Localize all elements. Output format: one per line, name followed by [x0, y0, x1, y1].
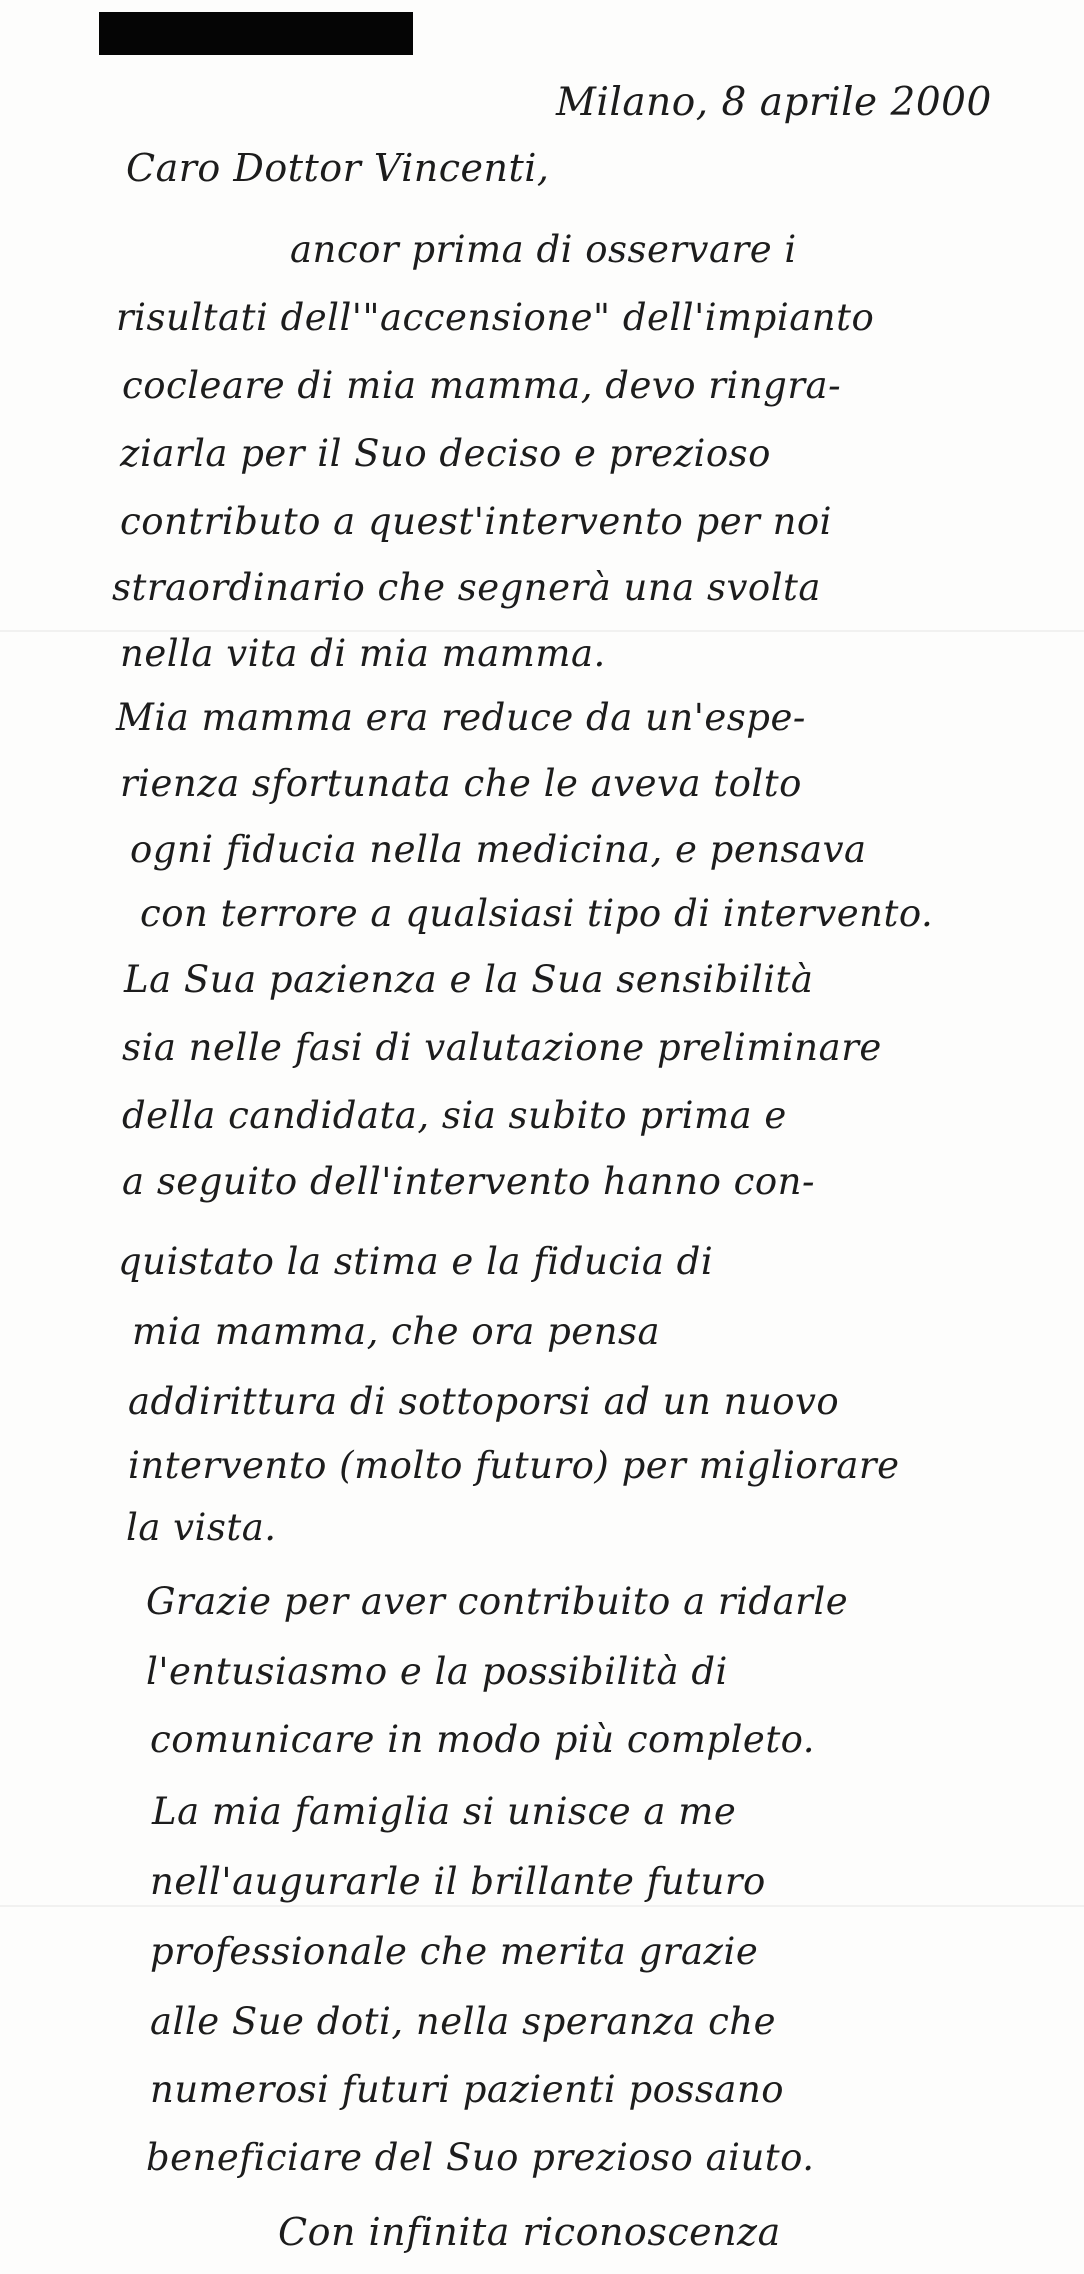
letter-line: della candidata, sia subito prima e: [122, 1094, 787, 1137]
letter-line: numerosi futuri pazienti possano: [150, 2068, 785, 2111]
paper-fold-line: [0, 1905, 1084, 1907]
letter-line: contributo a quest'intervento per noi: [120, 500, 833, 543]
letter-line: comunicare in modo più completo.: [150, 1718, 816, 1761]
letter-line: mia mamma, che ora pensa: [132, 1310, 661, 1353]
letter-line: la vista.: [126, 1506, 277, 1549]
letter-line: risultati dell'"accensione" dell'impianto: [116, 296, 875, 339]
letter-line: straordinario che segnerà una svolta: [112, 566, 821, 609]
letter-line: nella vita di mia mamma.: [120, 632, 606, 675]
letter-line: ziarla per il Suo deciso e prezioso: [120, 432, 771, 475]
letter-line: rienza sfortunata che le aveva tolto: [120, 762, 802, 805]
letter-line: ancor prima di osservare i: [290, 228, 797, 271]
letter-line: con terrore a qualsiasi tipo di intervento.: [140, 892, 934, 935]
letter-line: l'entusiasmo e la possibilità di: [146, 1650, 728, 1693]
letter-line: ogni fiducia nella medicina, e pensava: [130, 828, 867, 871]
letter-closing: Con infinita riconoscenza: [278, 2210, 781, 2254]
letter-line: Grazie per aver contribuito a ridarle: [146, 1580, 849, 1623]
letter-line: La Sua pazienza e la Sua sensibilità: [124, 958, 814, 1001]
letter-line: a seguito dell'intervento hanno con-: [122, 1160, 815, 1203]
letter-line: intervento (molto futuro) per migliorare: [128, 1444, 900, 1487]
letter-line: Mia mamma era reduce da un'espe-: [116, 696, 806, 739]
letter-line: addirittura di sottoporsi ad un nuovo: [128, 1380, 840, 1423]
letter-line: La mia famiglia si unisce a me: [152, 1790, 737, 1833]
letter-line: quistato la stima e la fiducia di: [118, 1240, 714, 1283]
letter-line: professionale che merita grazie: [150, 1930, 759, 1973]
redaction-bar: [99, 12, 413, 55]
letter-salutation: Caro Dottor Vincenti,: [126, 146, 550, 190]
letter-line: nell'augurarle il brillante futuro: [150, 1860, 766, 1903]
letter-line: sia nelle fasi di valutazione preliminare: [122, 1026, 882, 1069]
letter-line: alle Sue doti, nella speranza che: [150, 2000, 777, 2043]
letter-line: cocleare di mia mamma, devo ringra-: [122, 364, 842, 407]
letter-line: beneficiare del Suo prezioso aiuto.: [146, 2136, 815, 2179]
letter-date: Milano, 8 aprile 2000: [556, 80, 992, 125]
